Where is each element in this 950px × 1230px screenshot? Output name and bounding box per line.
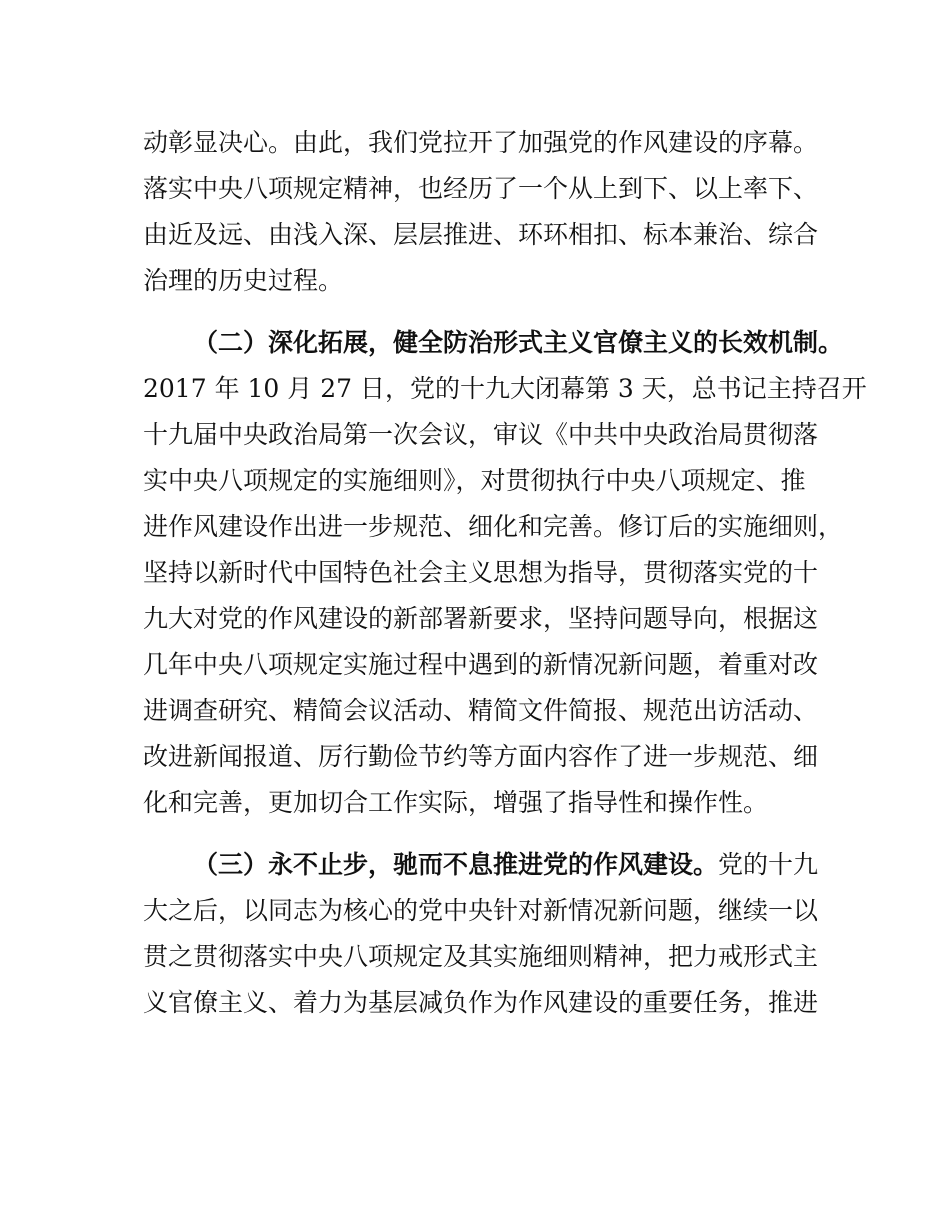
text-line: 大之后，以同志为核心的党中央针对新情况新问题，继续一以	[143, 896, 819, 925]
text-line: 改进新闻报道、厉行勤俭节约等方面内容作了进一步规范、细	[143, 742, 819, 771]
text-line: 义官僚主义、着力为基层减负作为作风建设的重要任务，推进	[143, 988, 819, 1017]
text-line: 实中央八项规定的实施细则》，对贯彻执行中央八项规定、推	[143, 466, 806, 495]
paragraph-gap	[143, 826, 811, 842]
section-heading-3-line	[143, 842, 819, 888]
text-line: 治理的历史过程。	[143, 266, 344, 295]
heading-tail-text: 党的十九	[718, 850, 819, 879]
text-line: 2017 年 10 月 27 日，党的十九大闭幕第 3 天，总书记主持召开	[143, 374, 867, 403]
text-line: 贯之贯彻落实中央八项规定及其实施细则精神，把力戒形式主	[143, 942, 819, 971]
document-body	[143, 120, 867, 1026]
text-line: 进作风建设作出进一步规范、细化和完善。修订后的实施细则，	[143, 512, 844, 541]
section-heading-3: （三）永不止步，驰而不息推进党的作风建设。	[193, 850, 719, 879]
paragraph-1	[143, 120, 819, 304]
section-heading-2: （二）深化拓展，健全防治形式主义官僚主义的长效机制。	[193, 328, 844, 357]
text-line: 由近及远、由浅入深、层层推进、环环相扣、标本兼治、综合	[143, 220, 819, 249]
paragraph-3	[143, 842, 819, 1026]
text-line: 坚持以新时代中国特色社会主义思想为指导，贯彻落实党的十	[143, 558, 819, 587]
text-line: 动彰显决心。由此，我们党拉开了加强党的作风建设的序幕。	[143, 128, 819, 157]
paragraph-gap	[143, 304, 811, 320]
text-line: 进调查研究、精简会议活动、精简文件简报、规范出访活动、	[143, 696, 819, 725]
text-line: 落实中央八项规定精神，也经历了一个从上到下、以上率下、	[143, 174, 819, 203]
text-line: 十九届中央政治局第一次会议，审议《中共中央政治局贯彻落	[143, 420, 819, 449]
text-line: 几年中央八项规定实施过程中遇到的新情况新问题，着重对改	[143, 650, 819, 679]
text-line: 九大对党的作风建设的新部署新要求，坚持问题导向，根据这	[143, 604, 819, 633]
text-line: 化和完善，更加切合工作实际，增强了指导性和操作性。	[143, 788, 769, 817]
paragraph-2	[143, 320, 867, 826]
